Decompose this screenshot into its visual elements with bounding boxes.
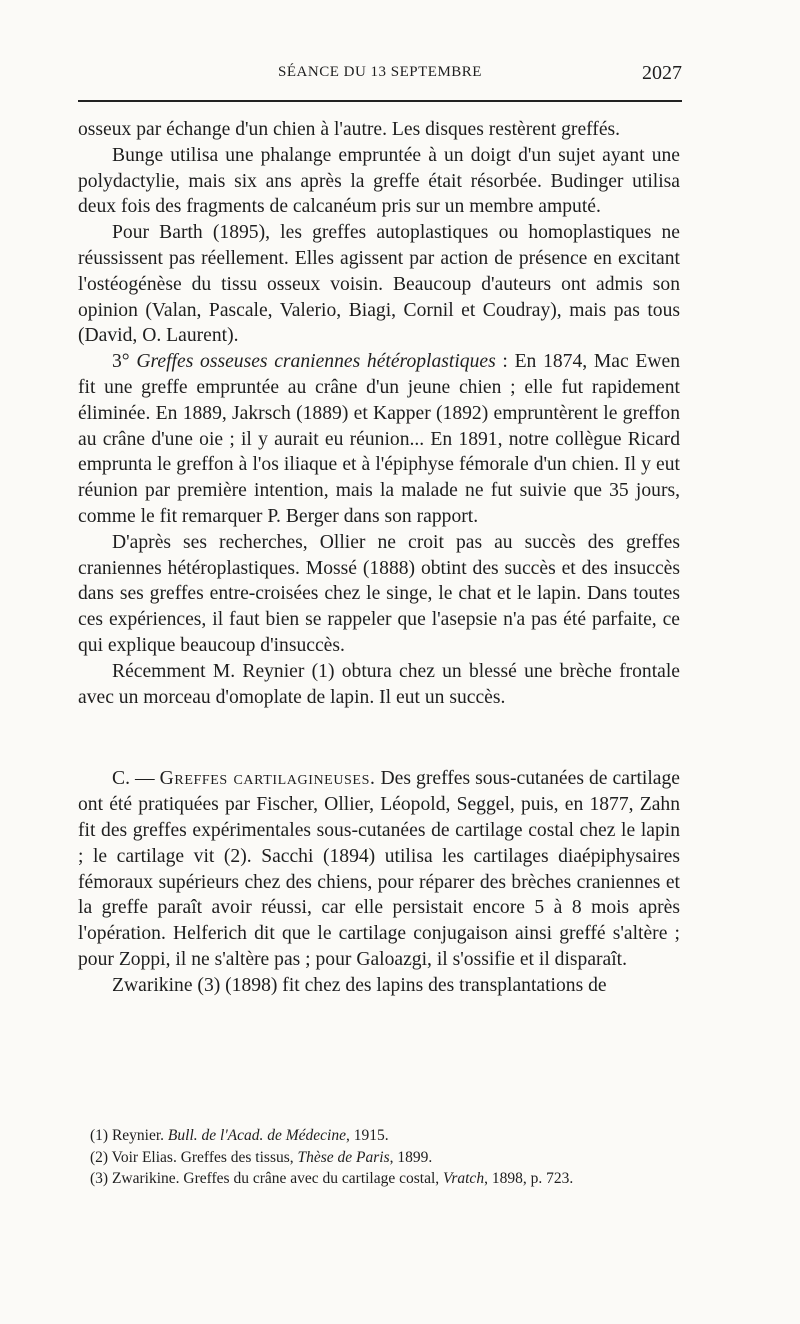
paragraph-2: Bunge utilisa une phalange empruntée à un doigt d'un sujet ayant une polydactylie, mais six ans après la greffe était résorbée. Budinger utilisa deux fois des fragments de calcanéum pris sur un membre amputé. — [78, 144, 680, 218]
paragraph-4-text: : En 1874, Mac Ewen fit une greffe empruntée au crâne d'un jeune chien ; elle fut rapidement éliminée. En 1889, Jakrsch (1889) et Kapper (1892) empruntèrent le greffon au crâne d'une oie ; il y aurait eu réunion... En 1891, notre collègue Ricard emprunta le greffon à l'os iliaque et à l'épiphyse fémorale d'un chien. Il y eut réunion par première intention, mais la malade ne fut suivie que 35 jours, comme le fit remarquer P. Berger dans son rapport. — [78, 351, 681, 527]
footnote-3-lead: (3) Zwarikine. Greffes du crâne avec du cartilage costal, — [90, 1170, 444, 1187]
section-gap — [78, 710, 680, 766]
running-head: SÉANCE DU 13 SEPTEMBRE — [278, 64, 482, 80]
footnote-1 — [78, 1125, 680, 1147]
footnote-3-title: Vratch — [443, 1170, 485, 1187]
header-rule — [78, 100, 682, 102]
paragraph-5: D'après ses recherches, Ollier ne croit pas au succès des greffes craniennes hétéroplastiques. Mossé (1888) obtint des succès et des insuccès dans ses greffes entre-croisées chez le singe, le chat et le lapin. Dans toutes ces expériences, il faut bien se rappeler que l'asepsie n'a pas été parfaite, ce qui explique beaucoup d'insuccès. — [78, 531, 680, 656]
paragraph-1: osseux par échange d'un chien à l'autre. Les disques restèrent greffés. — [78, 119, 621, 140]
paragraph-7 — [78, 766, 680, 972]
footnotes — [78, 1125, 680, 1190]
main-text — [78, 117, 680, 999]
page-number: 2027 — [642, 62, 682, 84]
paragraph-6: Récemment M. Reynier (1) obtura chez un blessé une brèche frontale avec un morceau d'omoplate de lapin. Il eut un succès. — [78, 660, 680, 708]
section-title-heteroplastic: Greffes osseuses craniennes hétéroplastiques — [136, 351, 496, 373]
paragraph-8: Zwarikine (3) (1898) fit chez des lapins des transplantations de — [112, 974, 607, 996]
footnote-1-lead: (1) Reynier. — [90, 1127, 168, 1144]
paragraph-3: Pour Barth (1895), les greffes autoplastiques ou homoplastiques ne réussissent pas réellement. Elles agissent par action de présence en excitant l'ostéogénèse du tissu osseux voisin. Beaucoup d'auteurs ont admis son opinion (Valan, Pascale, Valerio, Biagi, Cornil et Coudray), mais pas tous (David, O. Laurent). — [78, 222, 680, 347]
paragraph-4-lead: 3° — [112, 351, 130, 373]
paragraph-7-text: Des greffes sous-cutanées de cartilage ont été pratiquées par Fischer, Ollier, Léopold, Seggel, puis, en 1877, Zahn fit des greffes expérimentales sous-cutanées de cartilage costal chez le lapin ; le cartilage vit (2). Sacchi (1894) utilisa les cartilages diaépiphysaires fémoraux supérieurs chez des chiens, pour réparer des brèches craniennes et la greffe paraît avoir réussi, car elle persistait encore 5 à 8 mois après l'opération. Helferich dit que le cartilage conjugaison ainsi greffé s'altère ; pour Zoppi, il ne s'altère pas ; pour Galoazgi, il s'ossifie et il disparaît. — [78, 768, 680, 970]
footnote-2-title: Thèse de Paris — [297, 1148, 390, 1166]
footnote-3 — [78, 1168, 680, 1190]
page-header — [78, 62, 682, 92]
footnote-2 — [78, 1147, 680, 1169]
footnote-1-tail: , 1915. — [345, 1127, 389, 1144]
paragraph-4 — [78, 349, 680, 530]
footnote-1-title: Bull. de l'Acad. de Médecine — [167, 1127, 346, 1144]
section-title-cartilage: Greffes cartilagineuses. — [159, 768, 376, 790]
footnote-3-tail: , 1898, p. 723. — [484, 1170, 574, 1187]
section-letter: C. — — [112, 768, 160, 790]
footnote-2-tail: , 1899. — [389, 1148, 433, 1166]
footnote-2-lead: (2) Voir Elias. Greffes des tissus, — [90, 1148, 298, 1166]
